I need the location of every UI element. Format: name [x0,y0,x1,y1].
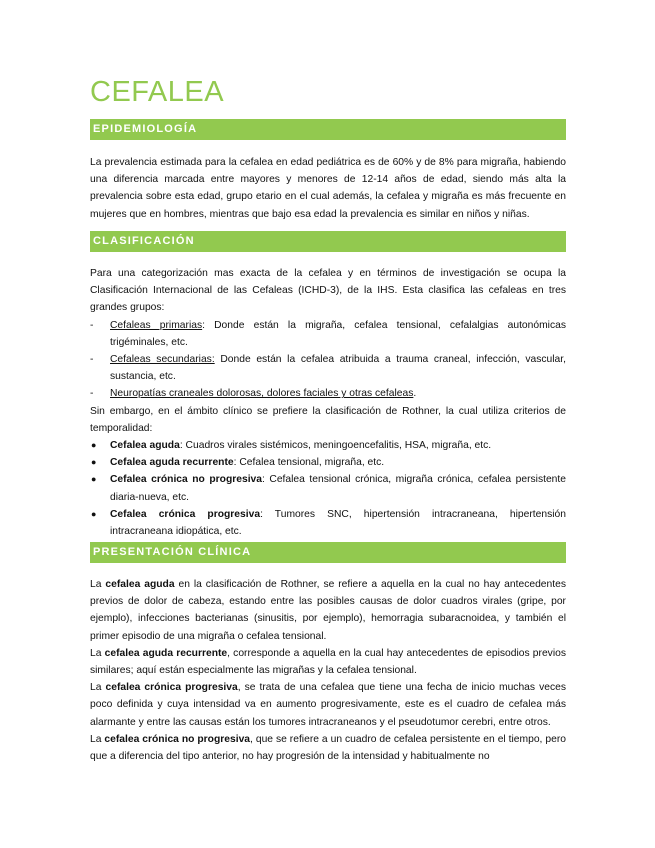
rothner-text: : Cefalea tensional crónica, migraña crónica, cefalea persistente diaria-nueva, etc. [110,474,566,503]
rothner-text: : Cefalea tensional, migraña, etc. [233,457,385,469]
rothner-term: Cefalea crónica no progresiva [110,474,263,486]
group-term: Cefaleas primarias [110,319,203,331]
clasificacion-block [90,265,566,540]
bullet-icon: ● [91,508,97,519]
rothner-term: Cefalea crónica progresiva [110,508,261,520]
paragraph-text: , corresponde a aquella en la cual hay antecedentes de episodios previos similares; aquí están especialmente las migrañas y la cefalea tensional. [90,647,566,677]
list-item [90,437,566,454]
section-heading-clasificacion: CLASIFICACIÓN [90,231,566,252]
paragraph-term: cefalea crónica progresiva [105,682,238,694]
section-heading-epidemiologia: EPIDEMIOLOGÍA [90,119,566,140]
group-text: Donde están la cefalea atribuida a trauma craneal, infección, vascular, sustancia, etc. [110,354,566,383]
paragraph-term: cefalea aguda [105,579,175,590]
paragraph-text: en la clasificación de Rothner, se refiere a aquella en la cual no hay antecedentes previos de dolor de cabeza, estando entre las posibles causas de dolor cuadros virales (gripe, por ejemplo), infecciones bacterianas (sinusitis, por ejemplo), hemorragia subaracnoidea, y también el primer episodio de una migraña o cefalea tensional. [90,579,566,642]
presentacion-paragraph [90,645,566,679]
paragraph-text: , se trata de una cefalea que tiene una fecha de inicio muchas veces poco definida y cuya intensidad va en aumento progresivamente, este es el cuadro de cefalea más alarmante y entre las causas están los tumores intracraneanos y el pseudotumor cerebri, entre otros. [90,682,566,728]
rothner-list [90,437,566,540]
bullet-icon: ● [91,440,97,451]
page-title: CEFALEA [90,76,225,108]
rothner-text: : Cuadros virales sistémicos, meningoencefalitis, HSA, migraña, etc. [179,440,492,452]
dash-marker: - [90,388,94,400]
paragraph-term: cefalea aguda recurrente [104,647,228,659]
section-heading-presentacion-clinica: PRESENTACIÓN CLÍNICA [90,542,566,563]
dash-marker: - [90,354,94,366]
epidemiologia-block [90,154,566,223]
ichd-group-list [90,317,566,403]
paragraph-pre: La [90,733,105,745]
paragraph-text: , que se refiere a un cuadro de cefalea persistente en el tiempo, pero que a diferencia del tipo anterior, no hay progresión de la intensidad y habitualmente no [90,733,566,763]
presentacion-paragraph [90,679,566,731]
list-item [90,385,566,402]
bullet-icon: ● [91,474,97,485]
list-item [90,471,566,505]
dash-marker: - [90,319,94,331]
rothner-text: : Tumores SNC, hipertensión intracraneana, hipertensión intracraneana idiopática, etc. [110,508,566,538]
presentacion-paragraph [90,576,566,645]
list-item [90,506,566,540]
presentacion-paragraph [90,731,566,765]
paragraph-pre: La [90,682,106,694]
paragraph-pre: La [90,647,105,659]
group-text: : Donde están la migraña, cefalea tensional, cefalalgias autonómicas trigéminales, etc. [110,319,566,348]
list-item [90,454,566,471]
presentacion-block [90,576,566,765]
paragraph-pre: La [90,579,106,590]
list-item [90,317,566,351]
rothner-term: Cefalea aguda recurrente [110,457,234,469]
list-item [90,351,566,385]
rothner-intro: Sin embargo, en el ámbito clínico se prefiere la clasificación de Rothner, la cual utiliza criterios de temporalidad: [90,405,566,434]
bullet-icon: ● [91,457,97,468]
rothner-term: Cefalea aguda [110,440,180,452]
clasificacion-intro: Para una categorización mas exacta de la cefalea y en términos de investigación se ocupa la Clasificación Internacional de las Cefaleas (ICHD-3), de la IHS. Esta clasifica las cefaleas en tres grandes grupos: [90,268,566,314]
group-text: . [413,388,417,400]
paragraph-term: cefalea crónica no progresiva [104,733,251,745]
epidemiologia-paragraph: La prevalencia estimada para la cefalea en edad pediátrica es de 60% y de 8% para migraña, habiendo una diferencia marcada entre mayores y menores de 12-14 años de edad, siendo más alta la prevalencia sobre esta edad, grupo etario en el cual además, la cefalea y migraña es más frecuente en mujeres que en hombres, mientras que bajo esa edad la prevalencia es similar en niños y niñas. [90,157,566,220]
group-term: Cefaleas secundarias: [110,354,215,366]
group-term: Neuropatías craneales dolorosas, dolores faciales y otras cefaleas [110,388,414,400]
